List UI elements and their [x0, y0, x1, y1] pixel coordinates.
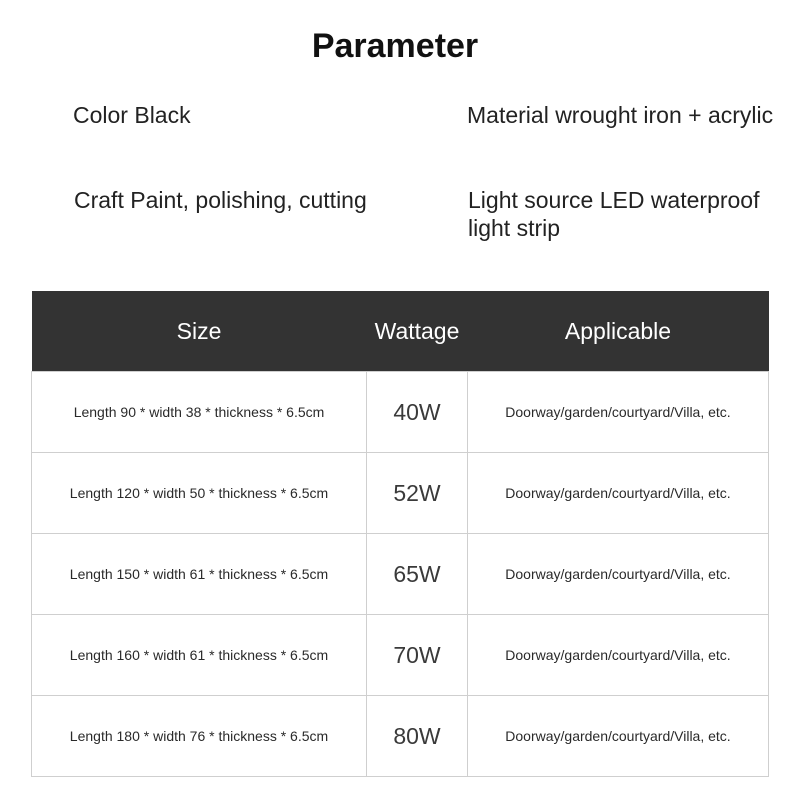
- table-row: [32, 615, 769, 696]
- param-craft: Craft Paint, polishing, cutting: [74, 187, 367, 213]
- table-row: [32, 696, 769, 777]
- param-light-source: Light source LED waterproof light strip: [468, 187, 760, 241]
- cell-wattage: 70W: [367, 615, 468, 696]
- header-wattage: Wattage: [367, 291, 468, 372]
- cell-size: Length 180 * width 76 * thickness * 6.5cm: [32, 696, 367, 777]
- cell-wattage: 65W: [367, 534, 468, 615]
- spec-table: [31, 291, 769, 777]
- cell-size: Length 120 * width 50 * thickness * 6.5cm: [32, 453, 367, 534]
- cell-applicable: Doorway/garden/courtyard/Villa, etc.: [468, 615, 769, 696]
- table-row: [32, 534, 769, 615]
- header-size: Size: [32, 291, 367, 372]
- cell-applicable: Doorway/garden/courtyard/Villa, etc.: [468, 696, 769, 777]
- table-header-row: [32, 291, 769, 372]
- header-applicable: Applicable: [468, 291, 769, 372]
- param-color: Color Black: [73, 102, 191, 128]
- cell-size: Length 160 * width 61 * thickness * 6.5cm: [32, 615, 367, 696]
- page-title: Parameter: [311, 27, 479, 65]
- cell-size: Length 150 * width 61 * thickness * 6.5cm: [32, 534, 367, 615]
- cell-wattage: 52W: [367, 453, 468, 534]
- param-material: Material wrought iron + acrylic: [467, 102, 774, 128]
- cell-applicable: Doorway/garden/courtyard/Villa, etc.: [468, 534, 769, 615]
- cell-wattage: 80W: [367, 696, 468, 777]
- cell-wattage: 40W: [367, 372, 468, 453]
- table-row: [32, 372, 769, 453]
- cell-applicable: Doorway/garden/courtyard/Villa, etc.: [468, 453, 769, 534]
- cell-applicable: Doorway/garden/courtyard/Villa, etc.: [468, 372, 769, 453]
- table-row: [32, 453, 769, 534]
- cell-size: Length 90 * width 38 * thickness * 6.5cm: [32, 372, 367, 453]
